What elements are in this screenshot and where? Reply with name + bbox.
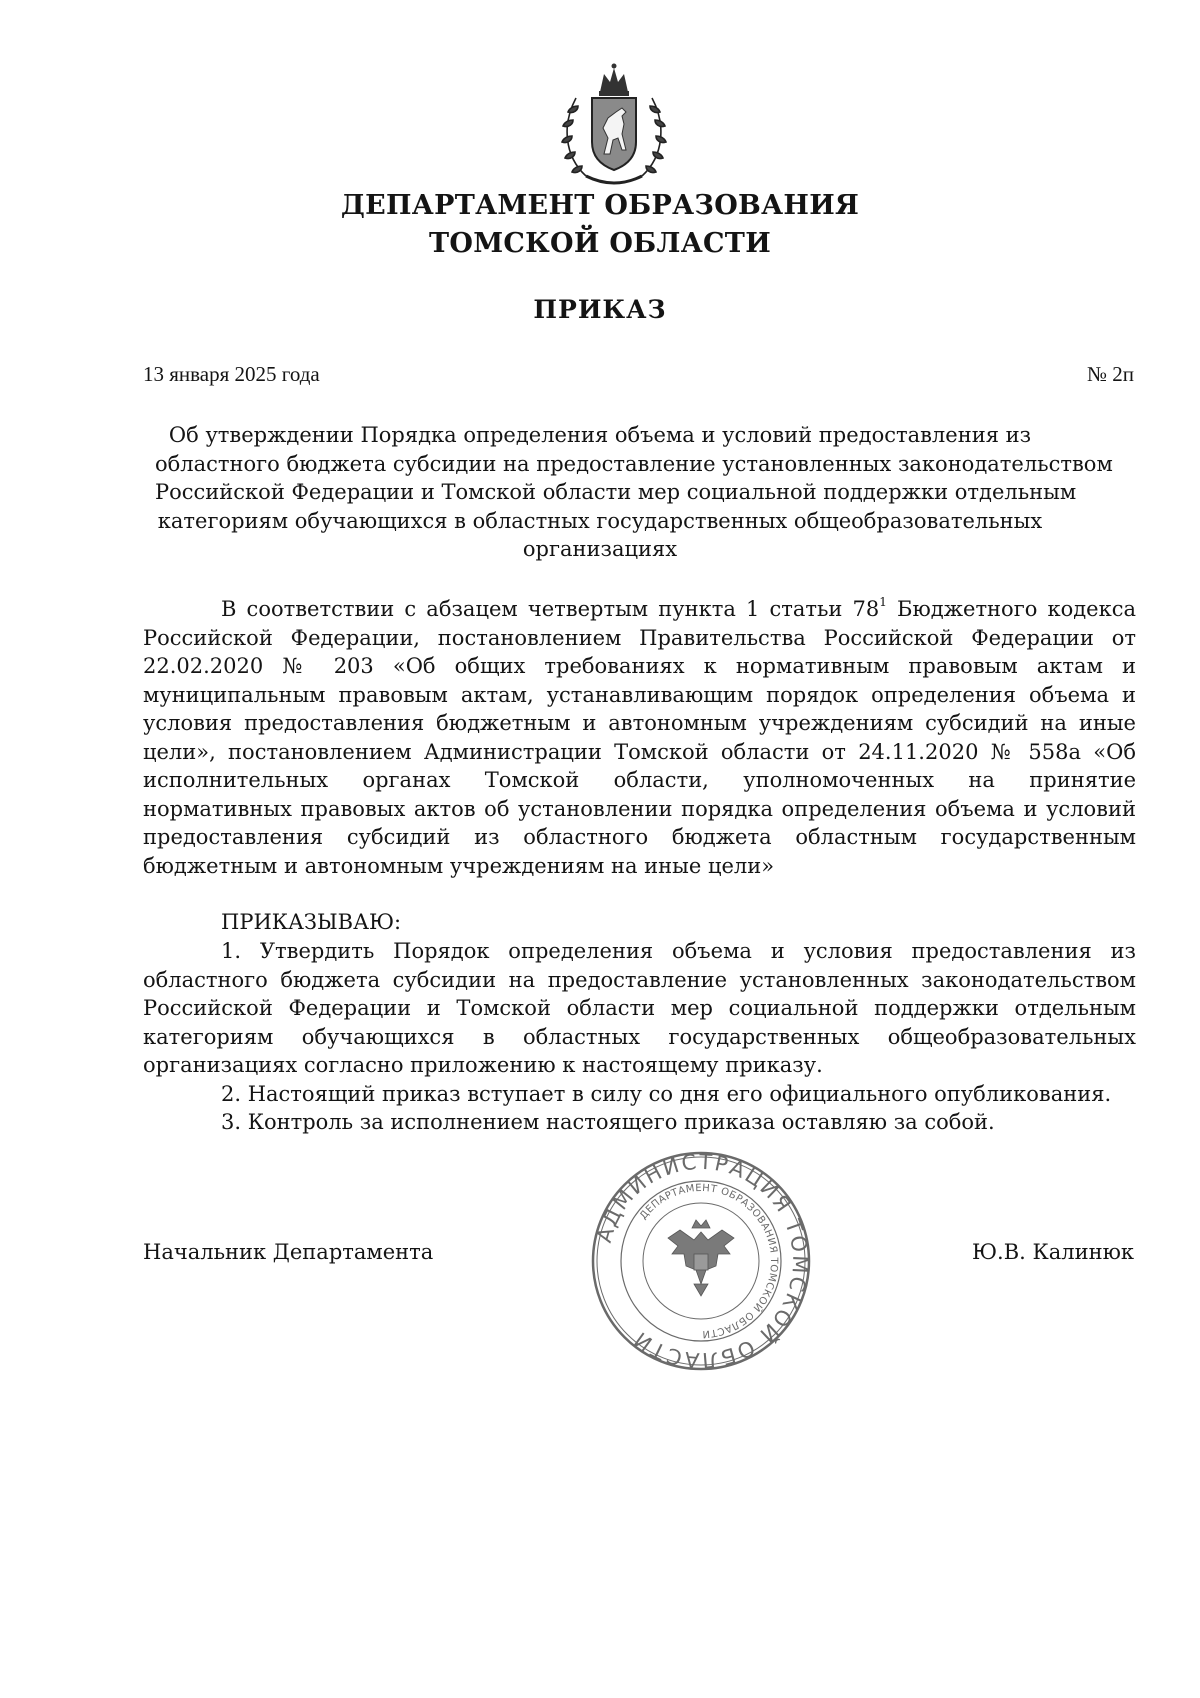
preamble-line: бюджетным и автономным учреждениям на иные цели» (143, 853, 775, 878)
preamble-text: Бюджетного кодекса (886, 597, 1137, 621)
official-seal-stamp (588, 1150, 814, 1372)
coat-of-arms-emblem (556, 58, 672, 192)
order-subject (155, 421, 1113, 564)
signatory-position: Начальник Департамента (143, 1240, 434, 1264)
preamble-paragraph (143, 595, 1136, 880)
preamble-line: Российской Федерации, постановлением Правительства Российской Федерации от (143, 625, 1136, 650)
seal-outer-text: АДМИНИСТРАЦИЯ ТОМСКОЙ ОБЛАСТИ (591, 1150, 813, 1372)
preamble-line: цели», постановлением Администрации Томской области от 24.11.2020 № 558а «Об (143, 739, 1136, 764)
preamble-text: В соответствии с абзацем четвертым пункта 1 статьи 78 (221, 597, 880, 621)
article-superscript: 1 (879, 595, 887, 609)
signatory-name: Ю.В. Калинюк (971, 1240, 1134, 1264)
preamble-line: 22.02.2020 № 203 «Об общих требованиях к нормативным правовым актам и (143, 654, 1136, 678)
item-1-line: Российской Федерации и Томской области мер социальной поддержки отдельным (143, 996, 1136, 1020)
item-1-line: 1. Утвердить Порядок определения объема и условия предоставления из (221, 939, 1136, 963)
order-items (143, 937, 1136, 1137)
preamble-line (143, 595, 1136, 624)
decree-word (143, 908, 1136, 937)
preamble-line: исполнительных органах Томской области, уполномоченных на принятие (143, 768, 1136, 792)
item-3: 3. Контроль за исполнением настоящего приказа оставляю за собой. (221, 1110, 995, 1134)
item-1-line: категориям обучающихся в областных государственных общеобразовательных (143, 1024, 1136, 1049)
document-type-title: ПРИКАЗ (533, 295, 667, 324)
subject-line: Российской Федерации и Томской области мер социальной поддержки отдельным (155, 480, 1077, 504)
item-1-line: организациях согласно приложению к настоящему приказу. (143, 1053, 823, 1077)
preamble-line: условия предоставления бюджетным и автономным учреждениям субсидий на иные (143, 711, 1136, 735)
item-2: 2. Настоящий приказ вступает в силу со дня его официального опубликования. (221, 1081, 1112, 1106)
subject-line: областного бюджета субсидии на предоставление установленных законодательством (155, 451, 1113, 476)
subject-line: категориям обучающихся в областных государственных общеобразовательных (157, 508, 1043, 533)
department-name-line-1: ДЕПАРТАМЕНТ ОБРАЗОВАНИЯ (340, 190, 860, 221)
seal-inner-text: ДЕПАРТАМЕНТ ОБРАЗОВАНИЯ ТОМСКОЙ ОБЛАСТИ (638, 1182, 780, 1340)
subject-line: Об утверждении Порядка определения объема и условий предоставления из (168, 423, 1032, 447)
order-date: 13 января 2025 года (143, 362, 320, 386)
decree-word-text: ПРИКАЗЫВАЮ: (221, 910, 402, 934)
preamble-line: нормативных правовых актов об установлении порядка определения объема и условий (143, 796, 1136, 821)
item-1-line: областного бюджета субсидии на предоставление установленных законодательством (143, 967, 1136, 992)
order-number: № 2п (1086, 362, 1134, 386)
department-name-line-2: ТОМСКОЙ ОБЛАСТИ (428, 228, 772, 259)
preamble-line: предоставления субсидий из областного бюджета областным государственным (143, 825, 1136, 849)
preamble-line: муниципальным правовым актам, устанавливающим порядок определения объема и (143, 682, 1136, 707)
subject-line: организациях (522, 537, 678, 561)
